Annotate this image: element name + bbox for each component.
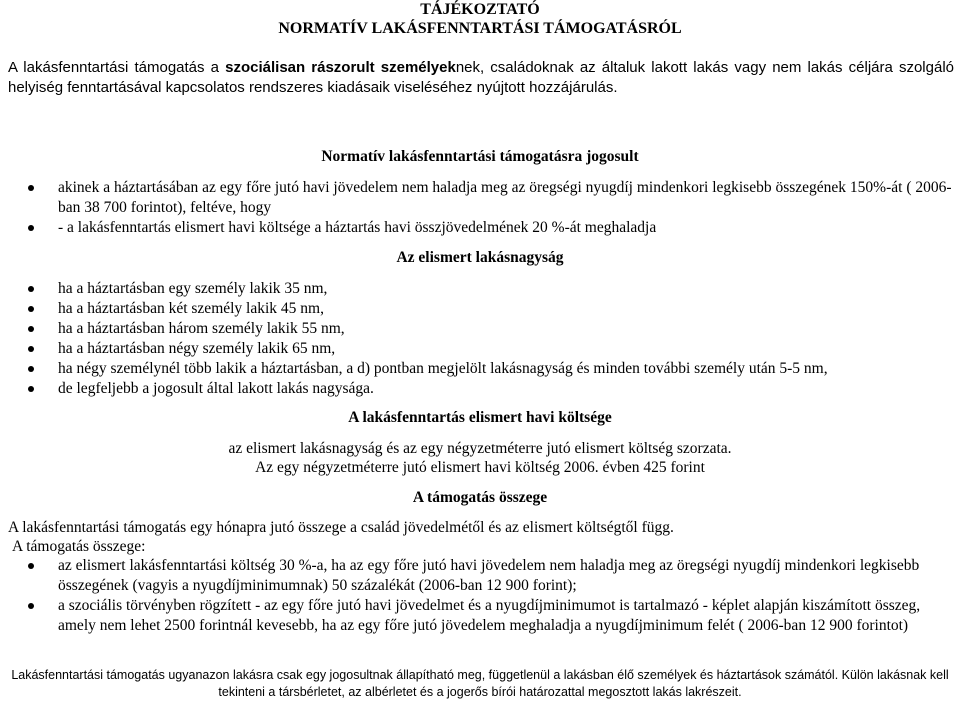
footer-line: Lakásfenntartási támogatás ugyanazon lakásra csak egy jogosultnak állapítható meg, függetlenül a lakásban élő személyek és háztartások számától. Külön lakásnak kell (11, 668, 949, 682)
bullet-icon (28, 563, 34, 569)
list-item (28, 359, 954, 379)
list-item-text: akinek a háztartásában az egy főre jutó havi jövedelem nem haladja meg az öregségi nyugdíj mindenkori legkisebb összegének 150%-át ( 2006-ban 38 700 forintot), feltéve, hogy (58, 179, 952, 216)
list-item-text: de legfeljebb a jogosult által lakott lakás nagysága. (58, 380, 374, 397)
list-item-text: ha négy személynél több lakik a háztartásban, a d) pontban megjelölt lakásnagyság és minden további személy után 5-5 nm, (58, 360, 828, 377)
monthly-cost-definition: az elismert lakásnagyság és az egy négyzetméterre jutó elismert költség szorzata. (228, 440, 732, 457)
list-item-text: az elismert lakásfenntartási költség 30 %-a, ha az egy főre jutó havi jövedelem nem haladja meg az öregségi nyugdíj mindenkori legkisebb összegének (vagyis a nyugdíjminimumnak) 50 százalékát (2006-ban 12 900 forint); (58, 557, 920, 594)
section-title-housing-size: Az elismert lakásnagyság (396, 249, 564, 266)
list-item (28, 218, 954, 238)
housing-size-list (28, 279, 954, 399)
intro-paragraph (8, 58, 954, 98)
list-item-text: ha a háztartásban négy személy lakik 65 nm, (58, 340, 336, 357)
list-item (28, 279, 954, 299)
bullet-icon (28, 306, 34, 312)
list-item-text: a szociális törvényben rögzített - az egy főre jutó havi jövedelmet és a nyugdíjminimumot is tartalmazó - képlet alapján kiszámított összeg, amely nem lehet 2500 forintnál kevesebb, ha az egy főre jutó jövedelem meghaladja a nyugdíjminimum felét ( 2006-ban 12 900 forintot) (58, 597, 921, 634)
intro-text-end: nek, családoknak az általuk lakott lakás vagy nem lakás céljára szolgáló helyiség fenntartásával kapcsolatos rendszeres kiadásaik viseléséhez nyújtott hozzájárulás. (8, 59, 954, 96)
intro-text-bold: szociálisan rászorult személyek (225, 59, 456, 76)
bullet-icon (28, 225, 34, 231)
list-item (28, 596, 954, 636)
monthly-cost-rate: Az egy négyzetméterre jutó elismert havi költség 2006. évben 425 forint (255, 459, 705, 476)
list-item (28, 299, 954, 319)
section-title-amount: A támogatás összege (412, 489, 548, 506)
document-subtitle: NORMATÍV LAKÁSFENNTARTÁSI TÁMOGATÁSRÓL (278, 20, 682, 37)
amount-list (28, 556, 954, 636)
list-item (28, 556, 954, 596)
bullet-icon (28, 366, 34, 372)
list-item-text: ha a háztartásban három személy lakik 55 nm, (58, 320, 345, 337)
bullet-icon (28, 386, 34, 392)
section-title-monthly-cost: A lakásfenntartás elismert havi költsége (348, 409, 612, 426)
intro-text-start: A lakásfenntartási támogatás a (8, 59, 226, 76)
bullet-icon (28, 286, 34, 292)
list-item (28, 178, 954, 218)
amount-label: A támogatás összege: (12, 538, 146, 555)
amount-intro: A lakásfenntartási támogatás egy hónapra jutó összege a család jövedelmétől és az elismert költségtől függ. (8, 519, 674, 536)
document-title: TÁJÉKOZTATÓ (420, 1, 540, 18)
bullet-icon (28, 603, 34, 609)
bullet-icon (28, 346, 34, 352)
footer-note (0, 667, 960, 701)
list-item (28, 319, 954, 339)
bullet-icon (28, 326, 34, 332)
eligibility-list (28, 178, 954, 238)
list-item-text: ha a háztartásban egy személy lakik 35 nm, (58, 280, 328, 297)
list-item (28, 339, 954, 359)
section-title-eligibility: Normatív lakásfenntartási támogatásra jogosult (321, 148, 639, 165)
list-item-text: - a lakásfenntartás elismert havi költsége a háztartás havi összjövedelmének 20 %-át meghaladja (58, 219, 657, 236)
list-item (28, 379, 954, 399)
list-item-text: ha a háztartásban két személy lakik 45 nm, (58, 300, 324, 317)
footer-line: tekinteni a társbérletet, az albérletet és a jogerős bírói határozattal megosztott lakás lakrészeit. (218, 685, 742, 699)
bullet-icon (28, 185, 34, 191)
